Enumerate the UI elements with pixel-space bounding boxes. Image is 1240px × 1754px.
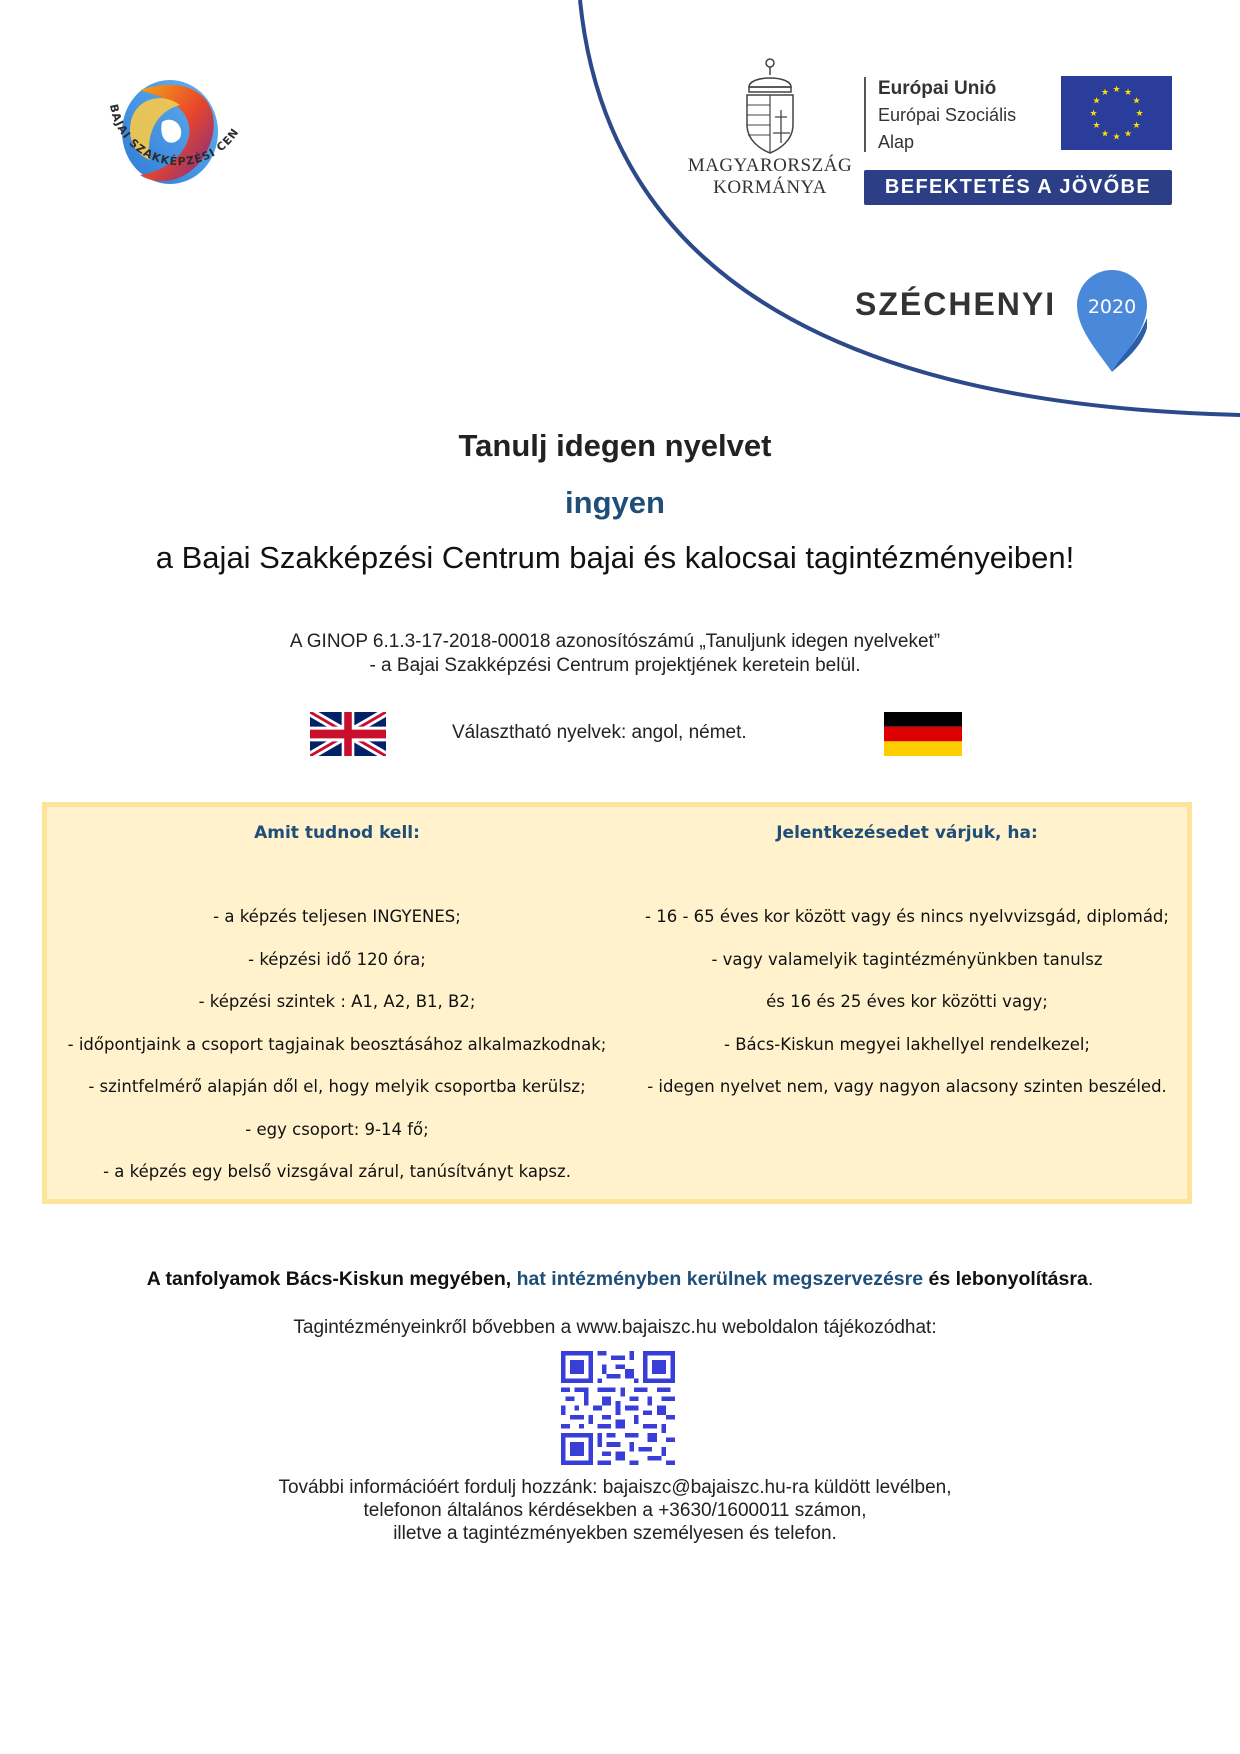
list-item: - a képzés teljesen INGYENES; xyxy=(213,907,461,926)
courses-text xyxy=(0,1268,1240,1291)
szechenyi-logo xyxy=(855,268,1165,378)
svg-text:★: ★ xyxy=(1112,132,1121,143)
government-line1: MAGYARORSZÁG xyxy=(687,155,853,176)
info-box xyxy=(42,802,1192,1204)
list-item: - egy csoport: 9-14 fő; xyxy=(245,1119,429,1139)
invest-banner: BEFEKTETÉS A JÖVŐBE xyxy=(864,170,1172,205)
svg-text:★: ★ xyxy=(1100,129,1110,140)
svg-text:★: ★ xyxy=(1132,121,1141,131)
list-item: - a képzés egy belső vizsgával zárul, tanúsítványt kapsz. xyxy=(103,1162,571,1181)
list-item: - képzési szintek : A1, A2, B1, B2; xyxy=(198,992,476,1011)
svg-text:★: ★ xyxy=(1132,96,1141,107)
eu-divider xyxy=(864,77,866,152)
ginop-line1: A GINOP 6.1.3-17-2018-00018 azonosítószámú „Tanuljunk idegen nyelveket” xyxy=(289,631,941,652)
list-item: - idegen nyelvet nem, vagy nagyon alacsony szinten beszéled. xyxy=(647,1077,1167,1096)
qr-code-icon[interactable] xyxy=(561,1351,675,1465)
svg-text:★: ★ xyxy=(1092,121,1101,131)
eu-line2: Európai Szociális xyxy=(878,105,1017,125)
svg-text:★: ★ xyxy=(1123,88,1133,98)
list-item: - szintfelmérő alapján dől el, hogy melyik csoportba kerülsz; xyxy=(88,1077,586,1096)
list-item: - vagy valamelyik tagintézményünkben tanulsz xyxy=(711,949,1103,969)
location-pin-icon xyxy=(1075,268,1150,373)
contact-line3: illetve a tagintézményekben személyesen és telefon. xyxy=(393,1523,837,1544)
eu-line3: Alap xyxy=(878,132,915,152)
info-right-list xyxy=(627,905,1187,1118)
government-line2: KORMÁNYA xyxy=(713,177,827,198)
ginop-line2: - a Bajai Szakképzési Centrum projektjének keretein belül. xyxy=(369,655,861,676)
szechenyi-year: 2020 xyxy=(1087,296,1137,318)
ginop-description xyxy=(0,630,1230,678)
info-left-title: Amit tudnod kell: xyxy=(254,823,420,843)
languages-text: Választható nyelvek: angol, német. xyxy=(452,722,747,743)
page-subtitle-location: a Bajai Szakképzési Centrum bajai és kalocsai tagintézményeiben! xyxy=(155,540,1075,575)
list-item: és 16 és 25 éves kor közötti vagy; xyxy=(766,992,1048,1011)
list-item: - Bács-Kiskun megyei lakhellyel rendelkezel; xyxy=(724,1034,1090,1054)
eu-flag-icon xyxy=(1061,76,1172,150)
uk-flag-icon xyxy=(310,712,386,756)
contact-line1: További információért fordulj hozzánk: bajaiszc@bajaiszc.hu-ra küldött levélben, xyxy=(278,1477,952,1498)
logo-text: BAJAI SZAKKÉPZÉSI CEN xyxy=(106,102,242,169)
svg-text:★: ★ xyxy=(1135,109,1144,119)
government-logo xyxy=(685,55,855,215)
svg-text:★: ★ xyxy=(1100,88,1110,98)
page-subtitle-free: ingyen xyxy=(565,485,665,520)
courses-part4: . xyxy=(1087,1268,1094,1290)
courses-highlight: hat intézményben kerülnek megszervezésre xyxy=(516,1268,924,1290)
contact-info xyxy=(0,1476,1230,1545)
coat-of-arms-icon xyxy=(735,55,805,155)
courses-part1: A tanfolyamok Bács-Kiskun megyében, xyxy=(146,1268,517,1290)
courses-part3: és lebonyolításra xyxy=(923,1268,1088,1290)
contact-line2: telefonon általános kérdésekben a +3630/1600011 számon, xyxy=(363,1500,867,1521)
info-left-list xyxy=(47,905,627,1203)
bszc-logo xyxy=(90,70,260,230)
german-flag-icon xyxy=(884,712,962,756)
szechenyi-text: SZÉCHENYI xyxy=(855,286,1057,322)
svg-text:★: ★ xyxy=(1089,109,1098,119)
website-text: Tagintézményeinkről bővebben a www.bajaiszc.hu weboldalon tájékozódhat: xyxy=(293,1317,937,1338)
list-item: - 16 - 65 éves kor között vagy és nincs nyelvvizsgád, diplomád; xyxy=(645,907,1169,926)
eu-logo xyxy=(862,75,1177,210)
page-title: Tanulj idegen nyelvet xyxy=(458,428,772,463)
list-item: - képzési idő 120 óra; xyxy=(248,949,426,969)
info-right-title: Jelentkezésedet várjuk, ha: xyxy=(776,823,1038,843)
eu-title: Európai Unió xyxy=(878,78,997,99)
eu-text xyxy=(878,75,1016,156)
svg-text:★: ★ xyxy=(1092,96,1101,107)
list-item: - időpontjaink a csoport tagjainak beosztásához alkalmazkodnak; xyxy=(67,1034,607,1054)
svg-text:★: ★ xyxy=(1123,129,1133,140)
svg-text:★: ★ xyxy=(1112,85,1121,95)
